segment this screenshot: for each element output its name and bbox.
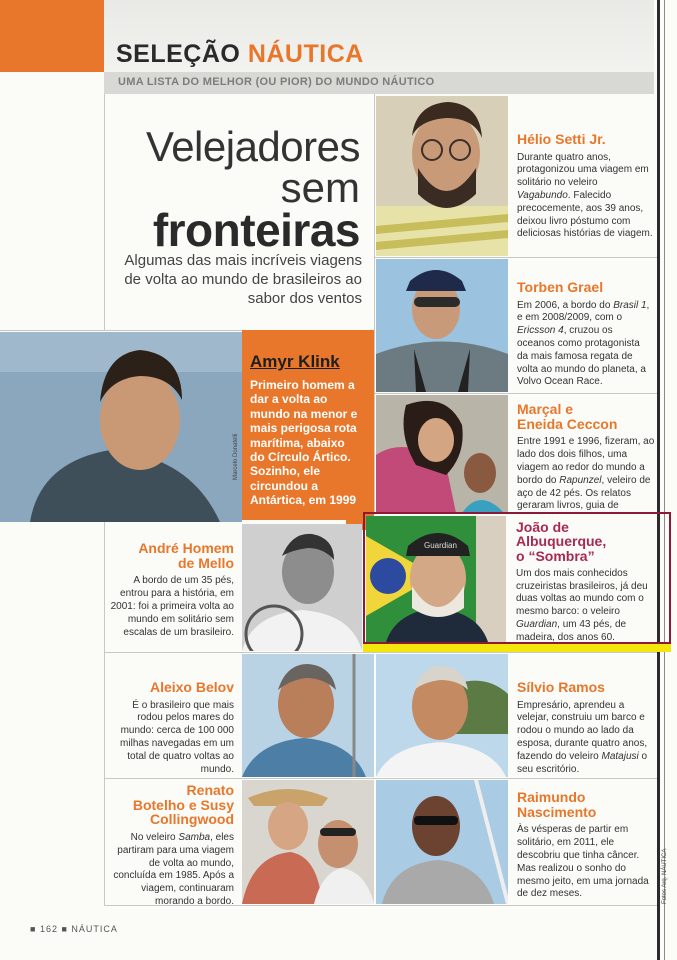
page-edge-rule [657,0,660,960]
sailor-raimundo-nascimento [517,790,653,901]
sailor-marcal-eneida-ceccon [517,402,657,513]
sailor-joao-de-albuquerque [516,520,658,645]
sailor-bio-amyr-klink: Primeiro homem a dar a volta ao mundo na menor e mais perigosa rota marítima, abaixo do Círculo Ártico. Sozinho, ele circundou a Antártica, em 1999 [250,378,358,508]
grid-divider [104,522,105,905]
headline-line-2: sem [280,164,360,212]
article-deck: Algumas das mais incríveis viagens de volta ao mundo de brasileiros ao sabor dos ventos [124,252,362,307]
grid-divider [104,778,657,779]
cap-lettering: Guardian [424,541,457,550]
sailor-helio-setti [517,132,653,241]
sailor-renato-botelho-susy-collingwood [110,783,234,909]
photo-helio-setti [376,96,508,256]
section-title-main: SELEÇÃO [116,40,241,68]
photo-amyr-klink [0,332,242,522]
sailor-bio: Um dos mais conhecidos cruzeiristas brasileiros, já deu duas voltas ao mundo com o mesmo barco: o veleiro Guardian, um 43 pés, de madeira, dos anos 60. [516,567,648,643]
sailor-andre-homem-de-mello [110,541,234,639]
photos-credit: Fotos Arq. NÁUTICA [662,848,668,904]
sailor-name: Renato Botelho e Susy Collingwood [132,782,234,828]
sailor-bio: Às vésperas de partir em solitário, em 2011, ele descobriu que tinha câncer. Mas realizou o sonho do mesmo jeito, em uma jornada de dez meses. [517,824,649,900]
sailor-name: Hélio Setti Jr. [517,131,606,147]
sailor-bio: Em 2006, a bordo do Brasil 1, e em 2008/2009, com o Ericsson 4, cruzou os oceanos como protagonista da mais famosa regata de volta ao mundo do planeta, a Volvo Ocean Race. [517,299,650,388]
photo-credit: Marcelo Donatelli [233,433,239,480]
grid-divider [104,94,105,330]
sailor-name-amyr-klink: Amyr Klink [250,352,340,371]
grid-divider [104,652,657,653]
header-accent-block [0,0,104,72]
photo-torben-grael [376,259,508,392]
sailor-name: André Homem de Mello [138,540,234,571]
sailor-aleixo-belov [110,680,234,776]
photo-silvio-ramos [376,654,508,777]
sailor-bio: Empresário, aprendeu a velejar, construiu um barco e rodou o mundo ao lado da esposa, durante quatro anos, fazendo do veleiro Matajusi o seu escritório. [517,699,648,775]
section-title-accent: NÁUTICA [247,40,364,68]
headline-line-3: fronteiras [152,204,360,257]
photo-renato-botelho-susy-collingwood [242,780,374,904]
sailor-name: Raimundo Nascimento [517,789,597,820]
sailor-silvio-ramos [517,680,655,776]
magazine-name: NÁUTICA [71,924,118,934]
sailor-name: João de Albuquerque, o “Sombra” [516,519,607,564]
sailor-name: Marçal e Eneida Ceccon [517,401,618,432]
section-subtitle: UMA LISTA DO MELHOR (OU PIOR) DO MUNDO NÁUTICO [118,76,435,88]
photo-marcal-eneida-ceccon [376,395,508,513]
sailor-bio: É o brasileiro que mais rodou pelos mares do mundo: cerca de 100 000 milhas navegadas em um total de quatro voltas ao mundo. [120,699,234,775]
sailor-name: Torben Grael [517,279,604,295]
sailor-name: Aleixo Belov [149,679,234,695]
sailor-name: Sílvio Ramos [517,679,605,695]
highlight-strip [363,644,671,652]
photo-raimundo-nascimento [376,780,508,904]
sailor-bio: Durante quatro anos, protagonizou uma viagem em solitário no veleiro Vagabundo. Falecido precocemente, aos 39 anos, deixou livro póstumo com deliciosas histórias de viagem. [517,151,653,240]
headline-line-1: Velejadores [146,123,360,170]
photo-aleixo-belov [242,654,374,777]
grid-divider [374,94,375,512]
sailor-bio: No veleiro Samba, eles partiram para uma viagem de volta ao mundo, concluída em 1985. Após a viagem, continuaram morando a bordo. [113,832,234,908]
page-number: 162 [39,924,58,934]
sailor-torben-grael [517,280,653,389]
page-footer: ■ 162 ■ NÁUTICA [30,924,118,934]
sailor-bio: A bordo de um 35 pés, entrou para a história, em 2001: foi a primeira volta ao mundo em solitário sem escalas de um brasileiro. [110,575,234,638]
grid-divider [374,257,657,258]
page-edge-rule-thin [664,0,665,960]
section-title [116,40,364,69]
grid-divider [374,393,657,394]
photo-andre-homem-de-mello [242,524,362,651]
sailor-bio: Entre 1991 e 1996, fizeram, ao lado dos dois filhos, uma viagem ao redor do mundo a bordo do Rapunzel, veleiro de aço de 42 pés. Os relatos geraram livros, guia de [517,436,655,512]
article-headline [110,123,360,257]
